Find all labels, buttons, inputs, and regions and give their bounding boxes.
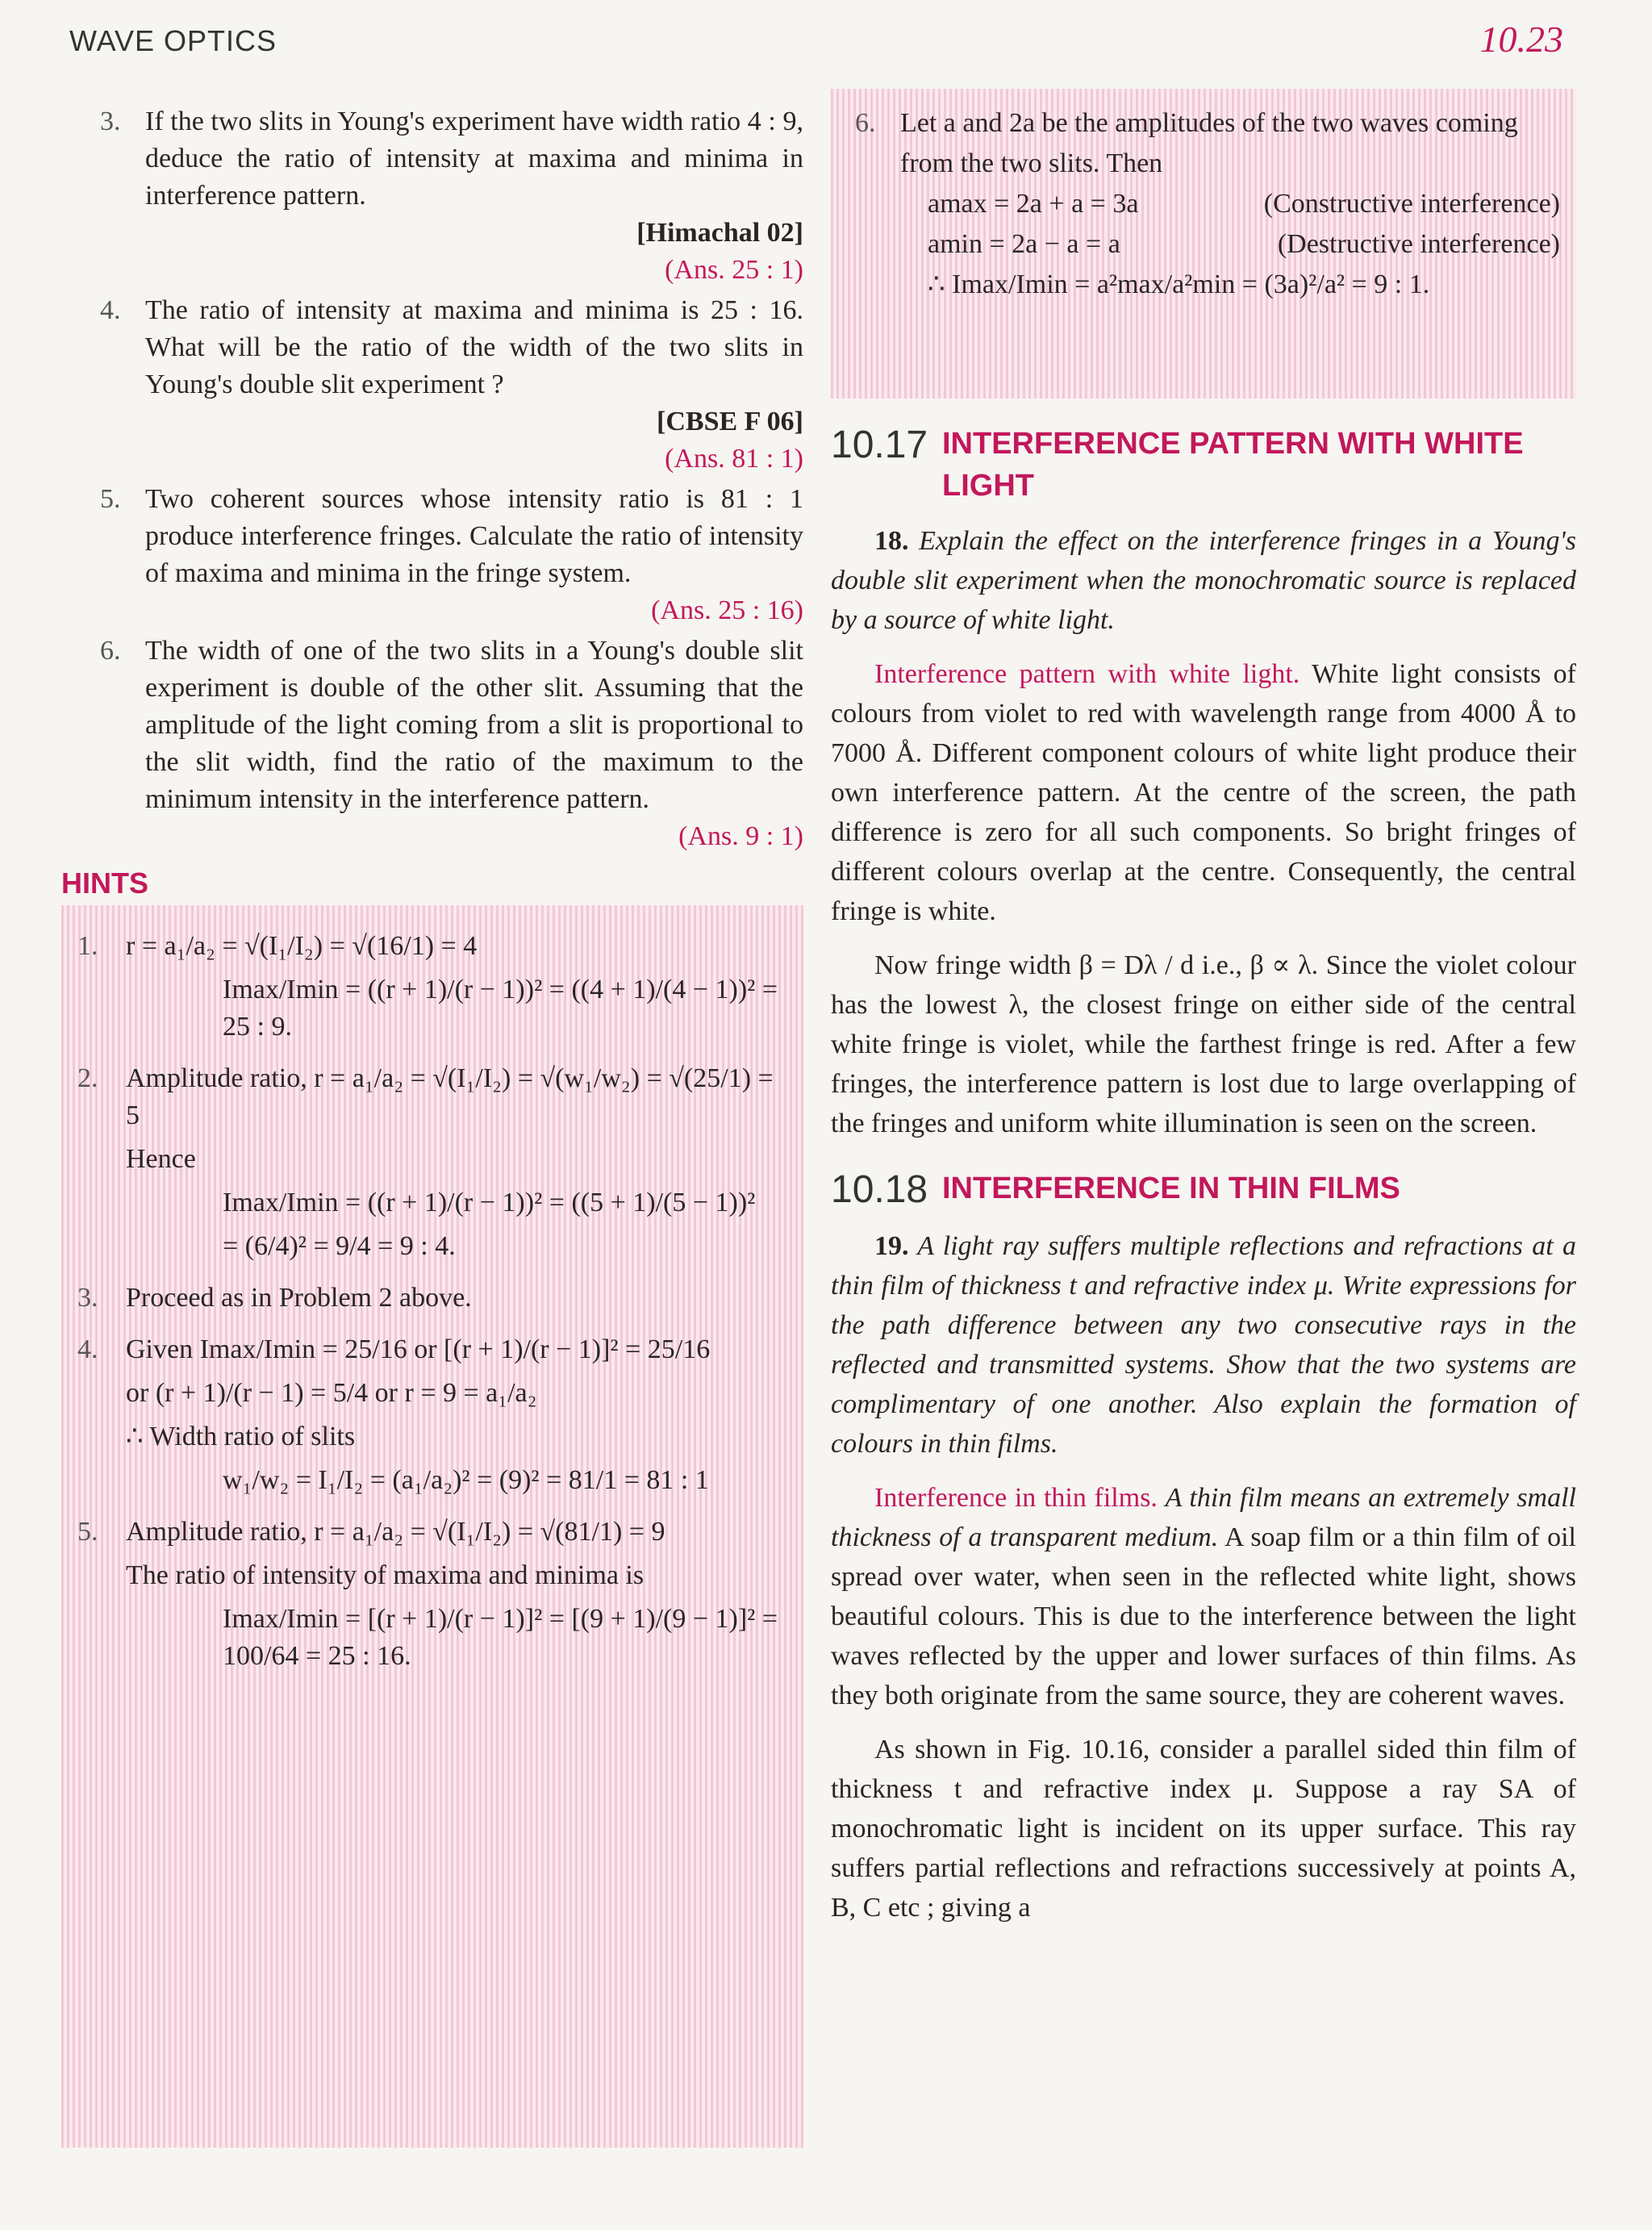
hint-equation: Imax/Imin = [(r + 1)/(r − 1)]² = [(9 + 1)/(9 − 1)]² = 100/64 = 25 : 16.: [223, 1604, 778, 1671]
section-heading: [831, 1167, 1576, 1212]
hint-number: 4.: [77, 1334, 98, 1364]
exercise-text: The width of one of the two slits in a Young's double slit experiment is double of the other slit. Assuming that the amplitude of the light coming from a slit is proportional to the slit width, find the ratio of the maximum to the minimum intensity in the interference pattern.: [145, 636, 803, 814]
hint-equation: amax = 2a + a = 3a: [928, 189, 1139, 219]
exercise-answer: [145, 592, 803, 629]
paragraph-text: White light consists of colours from violet to red with wavelength range from 4000 Å to 7000 Å. Different component colours of white light produce their own interference pattern. At the centre of the screen, the path difference is zero for all such components. So bright fringes of different colours overlap at the centre. Consequently, the central fringe is white.: [831, 659, 1576, 926]
hint-number: 2.: [77, 1063, 98, 1093]
question-text: Explain the effect on the interference fringes in a Young's double slit experiment when the monochromatic source is replaced by a source of white light.: [831, 526, 1576, 635]
exercise-number: 3.: [100, 106, 121, 136]
section-number: 10.18: [831, 1168, 928, 1211]
paragraph: [831, 1478, 1576, 1715]
section-heading: [831, 423, 1576, 507]
question-number: 19.: [874, 1231, 909, 1261]
section-number: 10.17: [831, 424, 928, 466]
question-text: A light ray suffers multiple reflections and refractions at a thin film of thickness t and refractive index μ. Write expressions for the path difference between any two consecutive rays in the reflected and transmitted systems. Show that the two systems are complimentary of one another. Also explain the formation of colours in thin films.: [831, 1231, 1576, 1459]
hint-equation: or (r + 1)/(r − 1) = 5/4 or r = 9 = a₁/a₂: [126, 1378, 537, 1408]
paragraph-text: A soap film or a thin film of oil spread over water, when seen in the reflected white light, shows beautiful colours. This is due to the interference between the light waves reflected by the upper and lower surfaces of thin films. As they both originate from the same source, they are coherent waves.: [831, 1522, 1577, 1710]
hints-heading: HINTS: [61, 867, 148, 900]
hint-text: Let a and 2a be the amplitudes of the two waves coming from the two slits. Then: [900, 108, 1518, 178]
hint-equation: = (6/4)² = 9/4 = 9 : 4.: [223, 1231, 456, 1261]
hints-box: [61, 905, 803, 2148]
exercise-item: [61, 481, 803, 629]
hint-equation-row: [855, 184, 1560, 224]
hint-text: Hence: [126, 1144, 196, 1174]
exercise-number: 4.: [100, 295, 121, 325]
exercise-source: [CBSE F 06]: [657, 407, 803, 436]
hint-item: [77, 1060, 787, 1265]
hint-six-box: [831, 89, 1576, 399]
answer-text: (Ans. 9 : 1): [678, 821, 803, 851]
exercise-answer: [145, 252, 803, 289]
exercise-item: [61, 633, 803, 855]
hint-equation: Imax/Imin = ((r + 1)/(r − 1))² = ((4 + 1)/(4 − 1))² = 25 : 9.: [223, 975, 778, 1042]
hint-equation-row: [855, 224, 1560, 265]
exercise-answer: [145, 818, 803, 855]
hint-item: [855, 103, 1560, 184]
hint-equation: Amplitude ratio, r = a₁/a₂ = √(I₁/I₂) = √(81/1) = 9: [126, 1517, 665, 1547]
hint-number: 5.: [77, 1517, 98, 1547]
definition-text: A thin film means an extremely small thickness of a transparent medium.: [831, 1483, 1576, 1552]
paragraph-lead: Interference in thin films.: [874, 1483, 1158, 1513]
page-number: 10.23: [1479, 19, 1563, 60]
chapter-header: WAVE OPTICS: [69, 24, 277, 57]
hint-item: [77, 1514, 787, 1675]
question: [831, 521, 1576, 640]
exercise-text: Two coherent sources whose intensity ratio is 81 : 1 produce interference fringes. Calculate the ratio of intensity of maxima and minima in the fringe system.: [145, 484, 803, 588]
section-title: INTERFERENCE IN THIN FILMS: [942, 1171, 1400, 1205]
exercise-item: [61, 103, 803, 289]
hint-equation: Given Imax/Imin = 25/16 or [(r + 1)/(r − 1)]² = 25/16: [126, 1334, 711, 1364]
answer-text: (Ans. 81 : 1): [665, 444, 803, 474]
hint-equation: Amplitude ratio, r = a₁/a₂ = √(I₁/I₂) = √(w₁/w₂) = √(25/1) = 5: [126, 1063, 774, 1130]
paragraph: [831, 654, 1576, 931]
section-title: INTERFERENCE PATTERN WITH WHITE LIGHT: [942, 427, 1524, 503]
exercise-source: [Himachal 02]: [636, 218, 803, 248]
hint-number: 3.: [77, 1283, 98, 1313]
hint-note: (Constructive interference): [1263, 189, 1560, 219]
hint-equation: w₁/w₂ = I₁/I₂ = (a₁/a₂)² = (9)² = 81/1 = 81 : 1: [223, 1465, 709, 1495]
hint-item: [77, 1280, 787, 1317]
left-column: [61, 103, 803, 2148]
hint-equation: amin = 2a − a = a: [928, 229, 1120, 259]
hint-text: Proceed as in Problem 2 above.: [126, 1283, 472, 1313]
hint-text: ∴ Width ratio of slits: [126, 1422, 356, 1451]
answer-text: (Ans. 25 : 16): [651, 595, 803, 625]
hint-item: [77, 928, 787, 1046]
right-column: [831, 89, 1576, 1927]
hint-equation: r = a₁/a₂ = √(I₁/I₂) = √(16/1) = 4: [126, 931, 478, 961]
answer-text: (Ans. 25 : 1): [665, 255, 803, 285]
exercise-number: 6.: [100, 636, 121, 666]
paragraph-lead: Interference pattern with white light.: [874, 659, 1300, 689]
paragraph: Now fringe width β = Dλ / d i.e., β ∝ λ. Since the violet colour has the lowest λ, the closest fringe on either side of the central white fringe is violet, while the farthest fringe is red. After a few fringes, the interference pattern is lost due to large overlapping of the fringes and uniform white illumination is seen on the screen.: [831, 950, 1576, 1138]
paragraph: As shown in Fig. 10.16, consider a parallel sided thin film of thickness t and refractive index μ. Suppose a ray SA of monochromatic light is incident on its upper surface. This ray suffers partial reflections and refractions successively at points A, B, C etc ; giving a: [831, 1735, 1576, 1923]
exercise-answer: [145, 441, 803, 478]
hint-text: The ratio of intensity of maxima and minima is: [126, 1560, 645, 1590]
exercise-text: The ratio of intensity at maxima and minima is 25 : 16. What will be the ratio of the width of the two slits in Young's double slit experiment ?: [145, 295, 803, 399]
hint-number: 1.: [77, 931, 98, 961]
hint-equation: Imax/Imin = ((r + 1)/(r − 1))² = ((5 + 1)/(5 − 1))²: [223, 1188, 756, 1217]
hint-number: 6.: [855, 108, 876, 138]
hint-equation-row: [855, 265, 1560, 305]
exercise-item: [61, 292, 803, 478]
question-number: 18.: [874, 526, 909, 556]
exercise-text: If the two slits in Young's experiment have width ratio 4 : 9, deduce the ratio of intensity at maxima and minima in interference pattern.: [145, 106, 803, 211]
exercise-number: 5.: [100, 484, 121, 514]
hint-item: [77, 1331, 787, 1499]
hint-equation: ∴ Imax/Imin = a²max/a²min = (3a)²/a² = 9 : 1.: [928, 269, 1430, 299]
question: [831, 1226, 1576, 1464]
hint-note: (Destructive interference): [1277, 229, 1560, 259]
